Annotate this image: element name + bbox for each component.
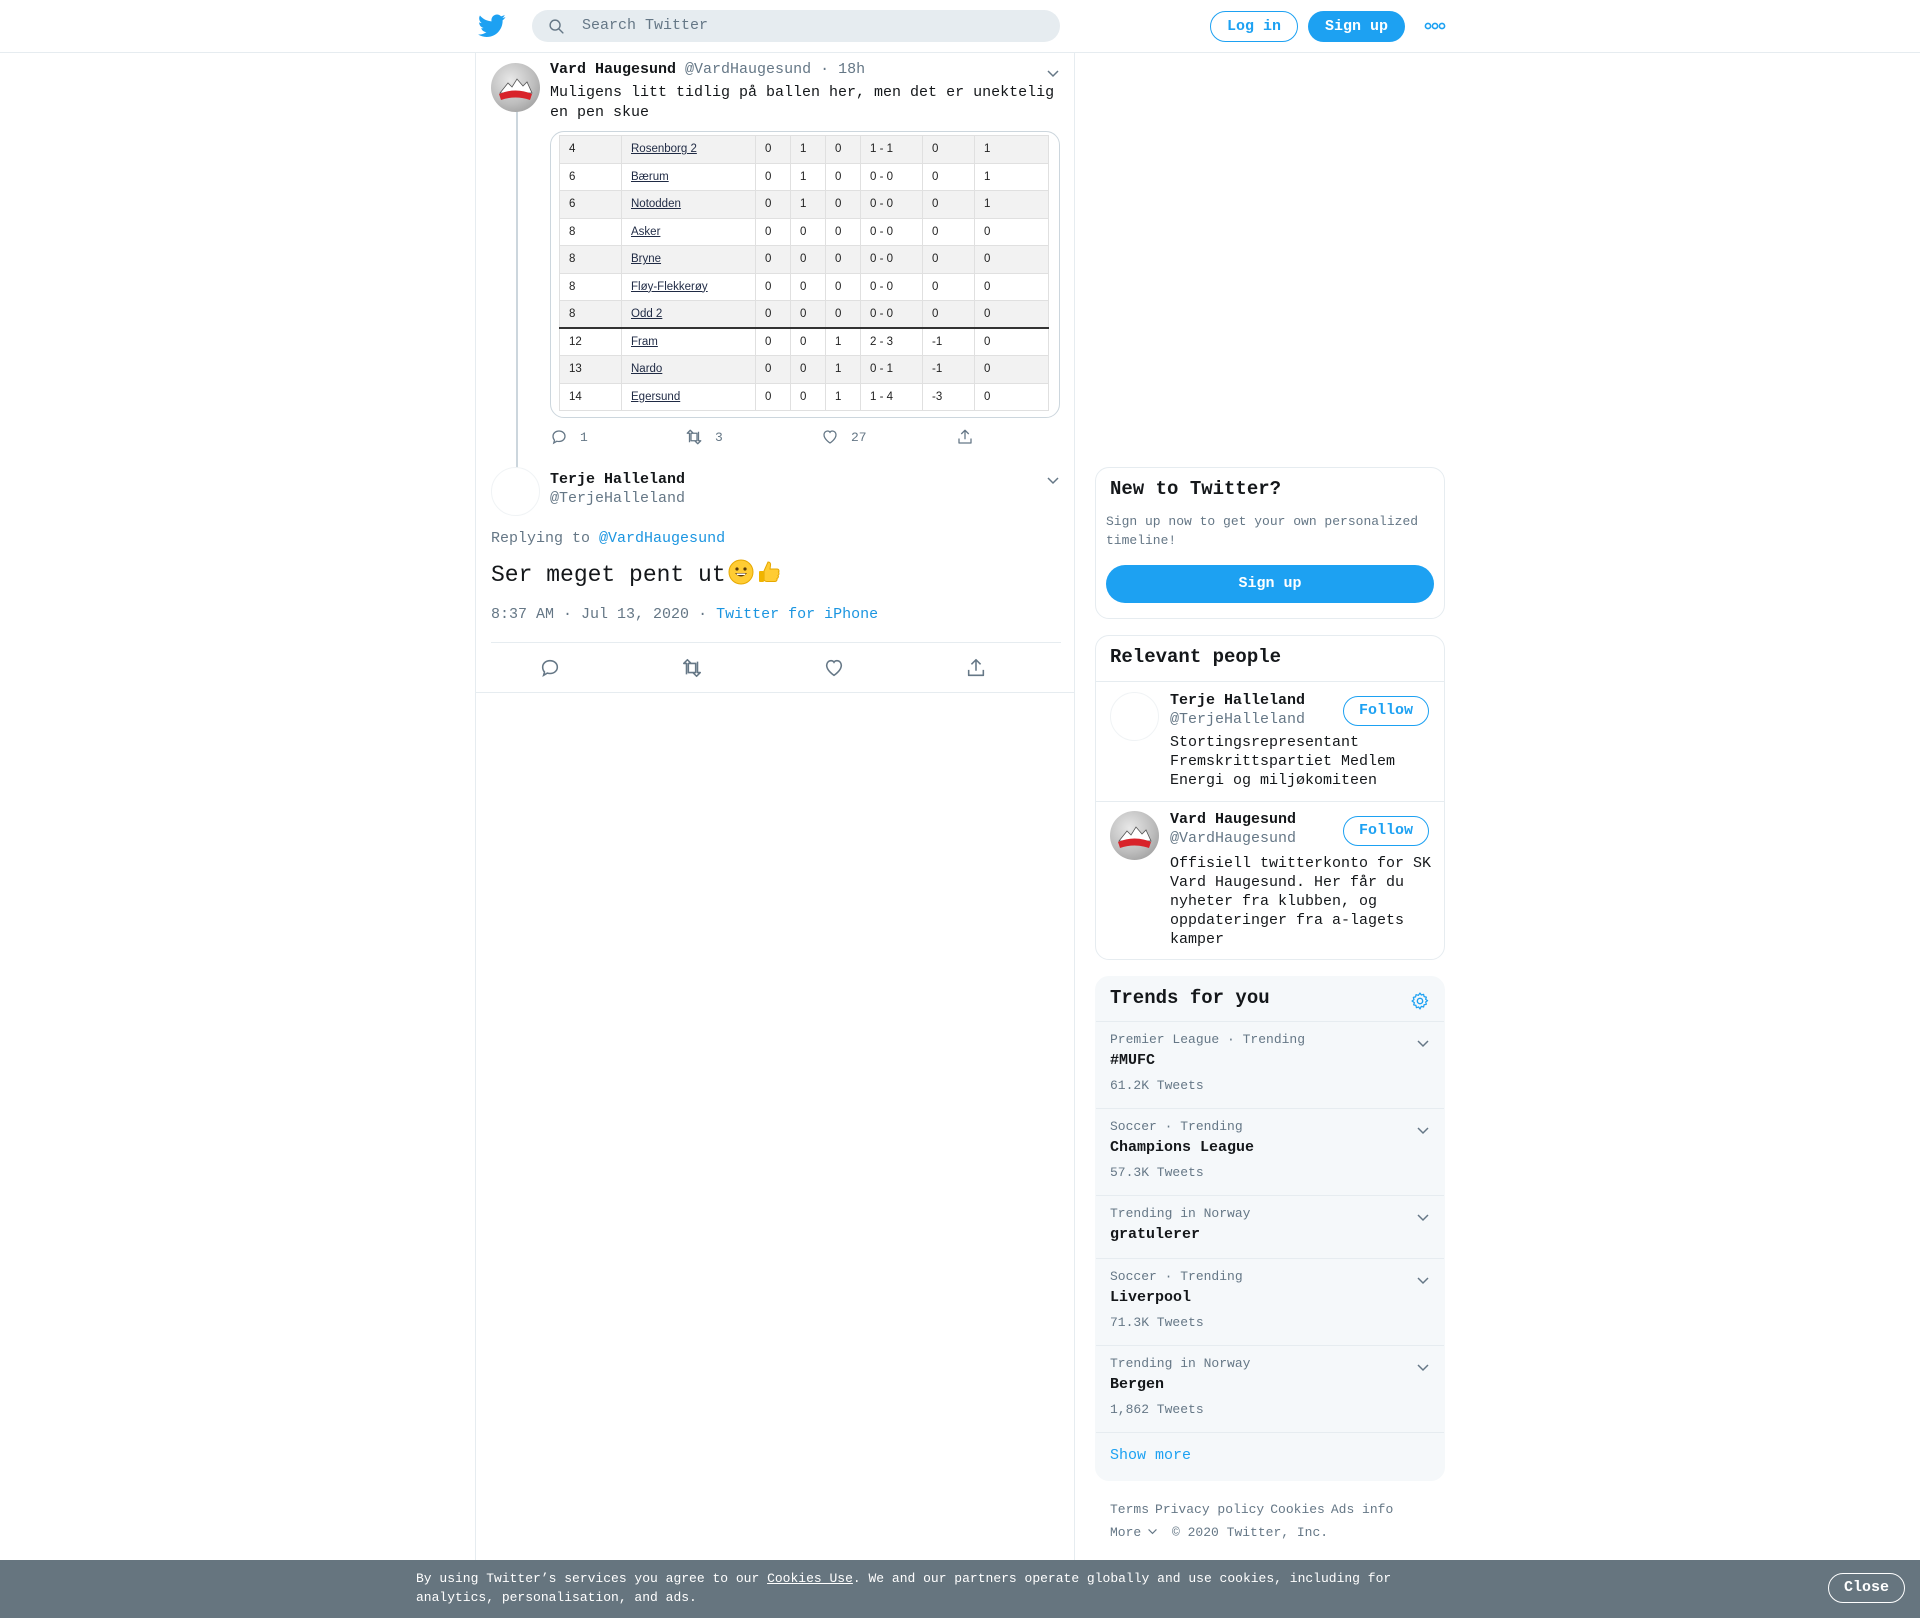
relevant-people-card — [1095, 635, 1445, 960]
table-row — [560, 273, 1049, 301]
table-cell: 0 — [975, 383, 1049, 411]
tweet-image[interactable] — [550, 131, 1060, 418]
person-handle[interactable]: @TerjeHalleland — [1170, 711, 1306, 728]
replying-to — [491, 530, 725, 547]
table-cell: 1 — [975, 191, 1049, 219]
table-cell: -1 — [923, 328, 975, 356]
table-cell: 0 — [791, 328, 826, 356]
reply-count: 1 — [580, 429, 588, 445]
trend-name[interactable]: Bergen — [1110, 1376, 1165, 1393]
tweet-header — [550, 61, 865, 78]
footer-link-terms[interactable]: Terms — [1110, 1502, 1150, 1517]
team-name-cell: Fram — [622, 328, 756, 356]
trend-count: 1,862 Tweets — [1110, 1402, 1204, 1417]
card-title: Relevant people — [1110, 646, 1282, 668]
table-cell: -3 — [923, 383, 975, 411]
table-cell: 0 — [826, 191, 861, 219]
avatar[interactable] — [1110, 811, 1159, 860]
retweet-icon — [685, 428, 703, 446]
table-cell: 0 — [791, 301, 826, 329]
table-cell: 8 — [560, 218, 622, 246]
author-handle[interactable]: @VardHaugesund — [685, 61, 812, 78]
thread-line — [516, 105, 518, 510]
table-cell: 8 — [560, 246, 622, 274]
trend-count: 61.2K Tweets — [1110, 1078, 1204, 1093]
vard-logo-icon — [491, 63, 540, 112]
main-timeline — [475, 53, 1075, 1563]
chevron-down-icon[interactable] — [1416, 1275, 1430, 1285]
author-name[interactable]: Terje Halleland — [550, 471, 686, 488]
table-cell: 0 - 0 — [861, 191, 923, 219]
table-cell: 0 — [756, 218, 791, 246]
gear-icon[interactable] — [1410, 991, 1430, 1011]
chevron-down-icon[interactable] — [1416, 1038, 1430, 1048]
table-cell: 0 — [791, 218, 826, 246]
person-handle[interactable]: @VardHaugesund — [1170, 830, 1297, 847]
footer-link-privacy[interactable]: Privacy policy — [1155, 1502, 1265, 1517]
heart-icon — [821, 428, 839, 446]
like-count: 27 — [851, 429, 867, 445]
table-cell: 1 — [791, 191, 826, 219]
table-row — [560, 191, 1049, 219]
footer-link-cookies[interactable]: Cookies — [1270, 1502, 1325, 1517]
table-cell: 0 — [791, 246, 826, 274]
table-cell: 0 — [791, 356, 826, 384]
cookie-message — [416, 1569, 1416, 1607]
tweet-text: Muligens litt tidlig på ballen her, men det er unektelig en pen skue — [550, 84, 1055, 121]
table-cell: 12 — [560, 328, 622, 356]
tweet-text — [491, 559, 782, 588]
table-cell: 0 — [923, 163, 975, 191]
table-cell: 0 — [975, 301, 1049, 329]
person-name[interactable]: Vard Haugesund — [1170, 811, 1297, 828]
divider — [491, 642, 1061, 643]
table-cell: 0 - 0 — [861, 273, 923, 301]
trends-card — [1095, 976, 1445, 1481]
cookie-text-start: By using Twitter’s services you agree to our — [416, 1571, 768, 1586]
table-row — [560, 356, 1049, 384]
sidebar-signup-button[interactable]: Sign up — [1106, 565, 1434, 603]
table-cell: 0 — [975, 246, 1049, 274]
team-name-cell: Rosenborg 2 — [622, 136, 756, 164]
team-name-cell: Odd 2 — [622, 301, 756, 329]
table-cell: 0 — [826, 136, 861, 164]
table-cell: 0 - 0 — [861, 163, 923, 191]
card-title: Trends for you — [1110, 987, 1270, 1009]
table-row — [560, 328, 1049, 356]
table-cell: 14 — [560, 383, 622, 411]
table-cell: 0 — [756, 246, 791, 274]
retweet-button[interactable] — [685, 428, 723, 446]
table-cell: 4 — [560, 136, 622, 164]
share-button[interactable] — [956, 428, 974, 446]
divider — [1096, 681, 1445, 682]
search-input[interactable]: Search Twitter — [582, 17, 709, 34]
table-cell: 0 — [826, 163, 861, 191]
table-cell: 0 — [923, 136, 975, 164]
trend-item[interactable] — [1096, 1345, 1445, 1432]
table-cell: 0 - 0 — [861, 301, 923, 329]
table-cell: 0 — [756, 191, 791, 219]
table-row — [560, 383, 1049, 411]
table-cell: 0 — [826, 246, 861, 274]
trend-item[interactable] — [1096, 1258, 1445, 1345]
table-cell: -1 — [923, 356, 975, 384]
person-bio: Stortingsrepresentant Fremskrittspartiet Medlem Energi og miljøkomiteen — [1170, 734, 1396, 789]
table-cell: 6 — [560, 191, 622, 219]
table-cell: 6 — [560, 163, 622, 191]
avatar[interactable] — [491, 63, 540, 112]
table-cell: 1 - 1 — [861, 136, 923, 164]
trend-item[interactable] — [1096, 1195, 1445, 1258]
table-cell: 0 — [826, 301, 861, 329]
table-row — [560, 218, 1049, 246]
table-cell: 0 — [756, 273, 791, 301]
meta-separator: · — [698, 606, 708, 623]
author-name[interactable]: Vard Haugesund — [550, 61, 677, 78]
author-handle[interactable]: @TerjeHalleland — [550, 490, 686, 507]
table-cell: 0 — [923, 191, 975, 219]
source-link[interactable]: Twitter for iPhone — [716, 606, 879, 623]
table-cell: 0 — [756, 163, 791, 191]
table-cell: 2 - 3 — [861, 328, 923, 356]
card-description: Sign up now to get your own personalized timeline! — [1106, 514, 1419, 548]
timestamp[interactable]: 8:37 AM · Jul 13, 2020 — [491, 606, 690, 623]
table-cell: 1 — [826, 328, 861, 356]
person-name[interactable]: Terje Halleland — [1170, 692, 1306, 709]
table-cell: 8 — [560, 301, 622, 329]
footer-link-ads[interactable]: Ads info — [1330, 1502, 1394, 1517]
table-cell: 0 — [923, 273, 975, 301]
footer-more-label: More — [1110, 1525, 1142, 1540]
table-cell: 1 — [826, 383, 861, 411]
team-name-cell: Egersund — [622, 383, 756, 411]
chevron-down-icon — [1147, 1527, 1158, 1535]
chevron-down-icon[interactable] — [1416, 1362, 1430, 1372]
cookie-text-end: . We and our partners operate globally and use cookies, including for analytics, personalisation, and ads. — [416, 1571, 1392, 1605]
person-bio: Offisiell twitterkonto for SK Vard Haugesund. Her får du nyheter fra klubben, og oppdateringer fra a-lagets kamper — [1170, 855, 1432, 948]
standings-table — [559, 135, 1049, 411]
trend-category: Soccer · Trending — [1110, 1119, 1243, 1134]
table-cell: 0 — [756, 356, 791, 384]
divider — [476, 692, 1074, 693]
table-cell: 0 — [975, 328, 1049, 356]
table-cell: 0 — [791, 383, 826, 411]
tweet-actions — [491, 657, 1061, 679]
share-icon — [956, 428, 974, 446]
table-cell: 13 — [560, 356, 622, 384]
trend-name[interactable]: Champions League — [1110, 1139, 1255, 1156]
heart-icon[interactable] — [823, 657, 845, 679]
chevron-down-icon[interactable] — [1046, 68, 1060, 78]
footer-links — [1110, 1498, 1450, 1544]
trend-item[interactable] — [1096, 1108, 1445, 1195]
chevron-down-icon[interactable] — [1416, 1125, 1430, 1135]
signup-button[interactable]: Sign up — [1308, 11, 1405, 42]
table-cell: 0 - 0 — [861, 218, 923, 246]
top-header — [0, 0, 1920, 53]
reply-button[interactable] — [550, 428, 588, 446]
table-row — [560, 163, 1049, 191]
trend-name[interactable]: Liverpool — [1110, 1289, 1192, 1306]
table-cell: 0 - 0 — [861, 246, 923, 274]
table-cell: 0 — [975, 273, 1049, 301]
table-cell: 1 - 4 — [861, 383, 923, 411]
table-cell: 1 — [791, 163, 826, 191]
search-icon — [548, 18, 565, 35]
grinning-face-icon — [728, 559, 754, 585]
replying-to-link[interactable]: @VardHaugesund — [599, 530, 726, 547]
table-row — [560, 136, 1049, 164]
login-button[interactable]: Log in — [1210, 11, 1298, 42]
team-name-cell: Bærum — [622, 163, 756, 191]
divider — [1096, 801, 1445, 802]
team-name-cell: Bryne — [622, 246, 756, 274]
table-cell: 0 — [826, 273, 861, 301]
table-cell: 8 — [560, 273, 622, 301]
chevron-down-icon[interactable] — [1416, 1212, 1430, 1222]
card-title: New to Twitter? — [1110, 478, 1282, 500]
replying-prefix: Replying to — [491, 530, 591, 547]
follow-button[interactable]: Follow — [1343, 696, 1429, 726]
show-more-link[interactable]: Show more — [1110, 1447, 1192, 1464]
tweet-actions — [550, 428, 970, 448]
team-name-cell: Asker — [622, 218, 756, 246]
trend-category: Soccer · Trending — [1110, 1269, 1243, 1284]
table-cell: 0 — [756, 383, 791, 411]
search-bar[interactable] — [532, 10, 1060, 42]
table-cell: 0 — [756, 328, 791, 356]
cookie-use-link[interactable]: Cookies Use — [767, 1571, 853, 1586]
avatar[interactable] — [1110, 692, 1159, 741]
trend-category: Trending in Norway — [1110, 1356, 1251, 1371]
share-icon[interactable] — [965, 657, 987, 679]
tweet-text-content: Ser meget pent ut — [491, 562, 726, 588]
team-name-cell: Notodden — [622, 191, 756, 219]
table-row — [560, 301, 1049, 329]
follow-button[interactable]: Follow — [1343, 816, 1429, 846]
more-icon[interactable] — [1424, 20, 1446, 32]
trend-name[interactable]: #MUFC — [1110, 1052, 1156, 1069]
table-cell: 0 — [756, 301, 791, 329]
table-cell: 0 — [923, 246, 975, 274]
reply-icon — [550, 428, 568, 446]
table-cell: 1 — [975, 163, 1049, 191]
tweet-time[interactable]: · 18h — [820, 61, 866, 78]
vard-logo-icon — [1110, 811, 1159, 860]
trend-name[interactable]: gratulerer — [1110, 1226, 1201, 1243]
trend-category: Trending in Norway — [1110, 1206, 1251, 1221]
copyright: © 2020 Twitter, Inc. — [1172, 1525, 1329, 1540]
team-name-cell: Fløy-Flekkerøy — [622, 273, 756, 301]
twitter-logo-icon[interactable] — [478, 14, 506, 38]
trend-category: Premier League · Trending — [1110, 1032, 1306, 1047]
like-button[interactable] — [821, 428, 867, 446]
table-cell: 0 — [756, 136, 791, 164]
trend-count: 71.3K Tweets — [1110, 1315, 1204, 1330]
avatar[interactable] — [491, 467, 540, 516]
new-to-twitter-card — [1095, 467, 1445, 619]
table-cell: 0 — [791, 273, 826, 301]
reply-icon[interactable] — [539, 657, 561, 679]
table-cell: 0 — [826, 218, 861, 246]
trend-count: 57.3K Tweets — [1110, 1165, 1204, 1180]
table-cell: 0 — [975, 218, 1049, 246]
table-cell: 0 — [975, 356, 1049, 384]
cookie-banner — [0, 1560, 1920, 1618]
table-row — [560, 246, 1049, 274]
table-cell: 1 — [791, 136, 826, 164]
team-name-cell: Nardo — [622, 356, 756, 384]
table-cell: 0 — [923, 218, 975, 246]
table-cell: 0 — [923, 301, 975, 329]
table-cell: 1 — [826, 356, 861, 384]
footer-more-menu[interactable] — [1110, 1525, 1158, 1540]
table-cell: 0 - 1 — [861, 356, 923, 384]
thumbs-up-icon — [756, 559, 782, 585]
retweet-count: 3 — [715, 429, 723, 445]
table-cell: 1 — [975, 136, 1049, 164]
tweet-meta — [491, 606, 878, 623]
chevron-down-icon[interactable] — [1046, 475, 1060, 485]
close-button[interactable]: Close — [1828, 1573, 1905, 1603]
trend-item[interactable] — [1096, 1021, 1445, 1108]
retweet-icon[interactable] — [681, 657, 703, 679]
